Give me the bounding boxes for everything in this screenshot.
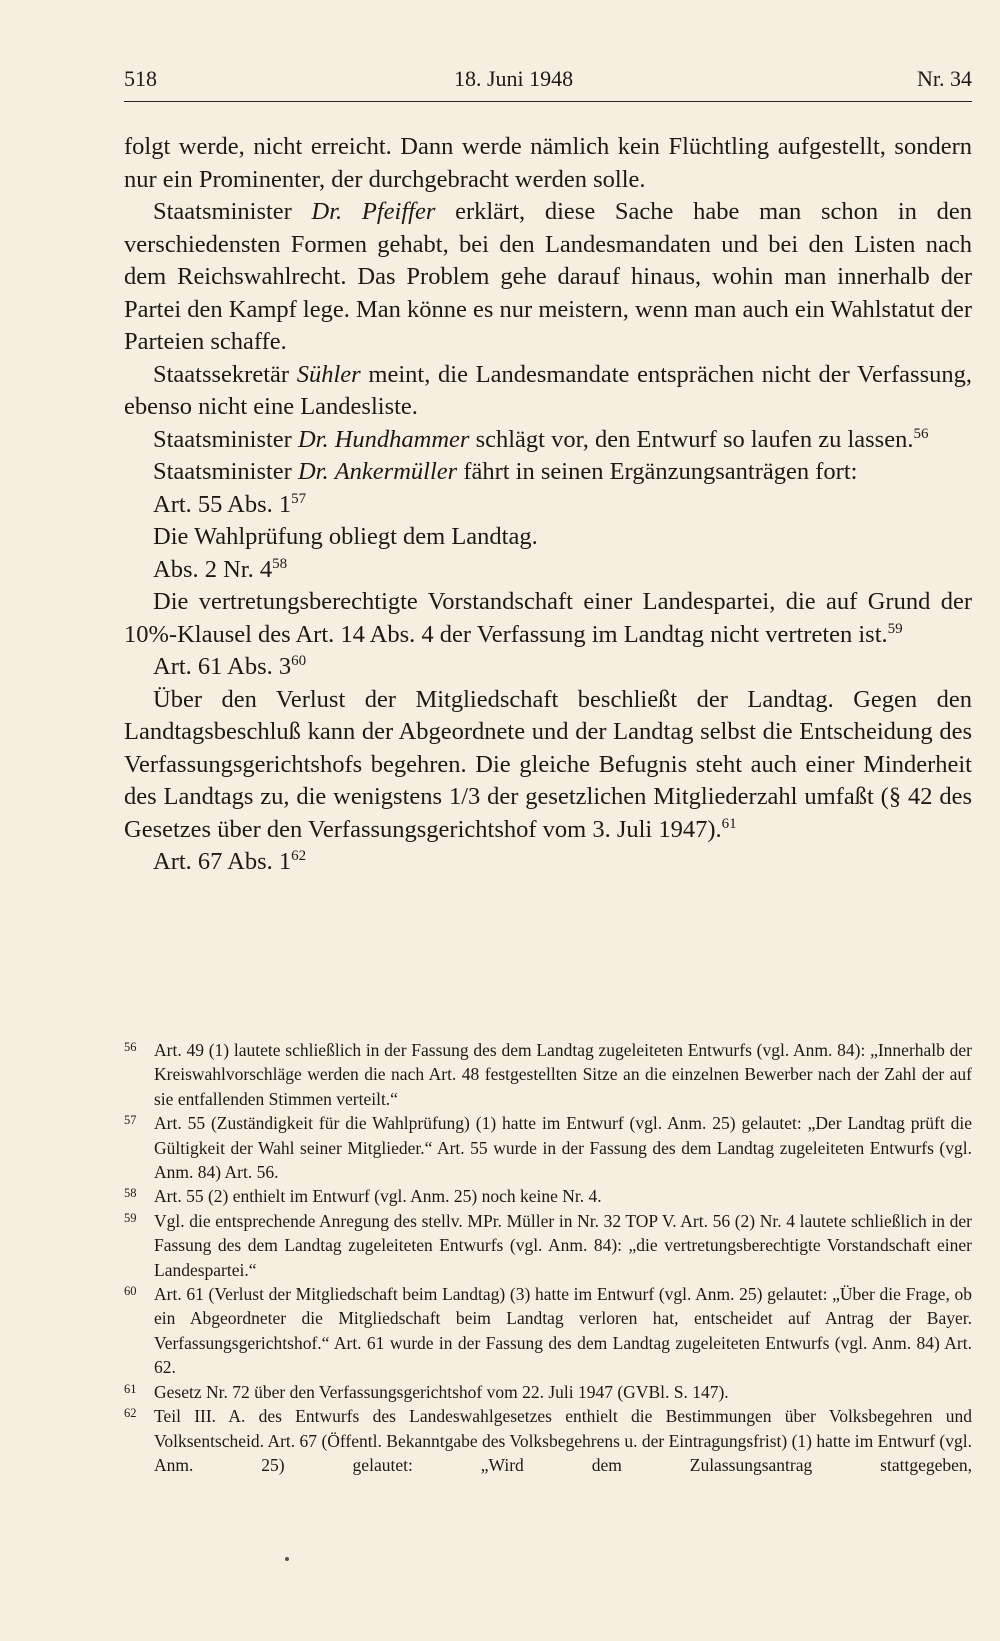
document-number: Nr. 34: [917, 66, 972, 91]
footnote: [124, 1380, 972, 1404]
footnote-text: Art. 55 (2) enthielt im Entwurf (vgl. Anm. 25) noch keine Nr. 4.: [154, 1186, 602, 1207]
footnote-ref[interactable]: 56: [913, 425, 929, 442]
paragraph: Staatsminister Dr. Hundhammer schlägt vor, den Entwurf so laufen zu lassen.$^{56}$: [153, 425, 929, 453]
footnote-number: 57: [124, 1113, 137, 1128]
footnotes: [124, 1038, 972, 1477]
article-reference: Art. 61 Abs. $3^{60}$: [153, 653, 307, 680]
footnote-text: Art. 61 (Verlust der Mitgliedschaft beim Landtag) (3) hatte im Entwurf (vgl. Anm. 25) gelautet: „Über die Frage, ob ein Abgeordneter die Mitgliedschaft beim Landtag verloren hat, entscheidet auf Antrag der Bayer. Verfassungsgerichtshof.“ Art. 61 wurde in der Fassung des dem Landtag zugeleiteten Entwurfs (vgl. Anm. 84) Art. 62.: [154, 1284, 972, 1378]
footnote-number: 60: [124, 1284, 137, 1299]
paragraph: Über den Verlust der Mitgliedschaft beschließt der Landtag. Gegen den Landtagsbeschluß kann der Abgeordnete und der Landtag selbst die Entscheidung des Verfassungsgerichtshofs begehren. Die gleiche Befugnis steht auch einer Minderheit des Landtags zu, die wenigstens 1/3 der gesetzlichen Mitgliederzahl umfaßt (§ 42 des Gesetzes über den Verfassungsgerichtshof vom 3. Juli 1947).$^{61}$: [124, 685, 972, 843]
speaker-name: Pfeiffer: [361, 198, 436, 225]
footnote-number: 61: [124, 1381, 137, 1396]
footnote-ref[interactable]: 62: [291, 848, 307, 864]
main-text: [124, 131, 972, 879]
header-date: 18. Juni 1948: [454, 66, 574, 91]
paragraph: Die vertretungsberechtigte Vorstandschaft einer Landespartei, die auf Grund der 10%-Klausel des Art. 14 Abs. 4 der Verfassung im Landtag nicht vertreten ist.$^{59}$: [124, 588, 972, 648]
footnote-text: Art. 49 (1) lautete schließlich in der Fassung des dem Landtag zugeleiteten Entwurfs (vgl. Anm. 84): „Innerhalb der Kreiswahlvorschläge werden die nach Art. 48 festgestellten Sitze an die einzelnen Bewerber nach der Zahl der auf sie entfallenden Stimmen verteilt.“: [154, 1040, 972, 1109]
footnote-ref[interactable]: 57: [291, 490, 307, 507]
footnote-text: Teil III. A. des Entwurfs des Landeswahlgesetzes enthielt die Bestimmungen über Volksbegehren und Volksentscheid. Art. 67 (Öffentl. Bekanntgabe des Volksbegehrens u. der Eintragungsfrist) (1) hatte im Entwurf (vgl. Anm. 25) gelautet: „Wird dem Zulassungsantrag stattgegeben,: [154, 1406, 972, 1475]
footnote-number: 56: [124, 1040, 137, 1054]
paragraph: Staatsminister Dr. Ankermüller fährt in seinen Ergänzungsanträgen fort:: [153, 458, 858, 485]
footnote: [124, 1282, 972, 1380]
footnote-ref[interactable]: 60: [291, 653, 307, 669]
speaker-name: Ankermüller: [334, 458, 458, 485]
footnote-ref[interactable]: 58: [272, 555, 288, 572]
footnote: [124, 1184, 972, 1208]
footnote-text: Gesetz Nr. 72 über den Verfassungsgerichtshof vom 22. Juli 1947 (GVBl. S. 147).: [154, 1381, 729, 1402]
footnote-text: Vgl. die entsprechende Anregung des stellv. MPr. Müller in Nr. 32 TOP V. Art. 56 (2) Nr. 4 lautete schließlich in der Fassung des dem Landtag zugeleiteten Entwurfs (vgl. Anm. 84): „die vertretungsberechtigte Vorstandschaft einer Landespartei.“: [154, 1210, 972, 1280]
footnote-number: 62: [124, 1406, 137, 1421]
paragraph: folgt werde, nicht erreicht. Dann werde nämlich kein Flüchtling aufgestellt, sondern nur ein Prominenter, der durchgebracht werden solle.: [124, 133, 972, 193]
speaker-name: Hundhammer: [334, 425, 470, 453]
paragraph: Staatsminister Dr. Pfeiffer erklärt, diese Sache habe man schon in den verschiedensten Formen gehabt, bei den Landesmandaten und bei den Listen nach dem Reichswahlrecht. Das Problem gehe darauf hinaus, wohin man innerhalb der Partei den Kampf lege. Man könne es nur meistern, wenn man auch ein Wahlstatut der Parteien schaffe.: [124, 198, 973, 355]
footnote: [124, 1111, 972, 1184]
footnote: [124, 1209, 972, 1282]
speaker-name: Sühler: [296, 360, 361, 388]
footnote-ref[interactable]: 61: [721, 815, 737, 832]
running-header: [124, 62, 972, 102]
article-reference: Art. 67 Abs. $1^{62}$: [153, 848, 307, 875]
article-reference: Art. 55 Abs. $1^{57}$: [153, 490, 307, 518]
footnote-ref[interactable]: 59: [887, 620, 903, 637]
speaker-title: Dr.: [311, 198, 343, 225]
header-rule: [124, 101, 972, 102]
footnote-text: Art. 55 (Zuständigkeit für die Wahlprüfung) (1) hatte im Entwurf (vgl. Anm. 25) gelautet: „Der Landtag prüft die Gültigkeit der Wahl seiner Mitglieder.“ Art. 55 wurde in der Fassung des dem Landtag zugeleiteten Entwurfs (vgl. Anm. 84) Art. 56.: [154, 1113, 972, 1183]
footnote-number: 58: [124, 1186, 137, 1201]
footnote: [124, 1404, 972, 1477]
footnote: [124, 1038, 972, 1111]
paper-speck: [285, 1557, 289, 1561]
footnote-number: 59: [124, 1210, 137, 1225]
speaker-title: Dr.: [297, 425, 329, 453]
paragraph: Die Wahlprüfung obliegt dem Landtag.: [153, 523, 538, 550]
speaker-title: Dr.: [297, 458, 329, 485]
page-number: 518: [124, 66, 157, 91]
paragraph: Staatssekretär Sühler meint, die Landesmandate entsprächen nicht der Verfassung, ebenso nicht eine Landesliste.: [124, 360, 972, 420]
article-reference: Abs. 2 Nr. $4^{58}$: [153, 555, 288, 583]
